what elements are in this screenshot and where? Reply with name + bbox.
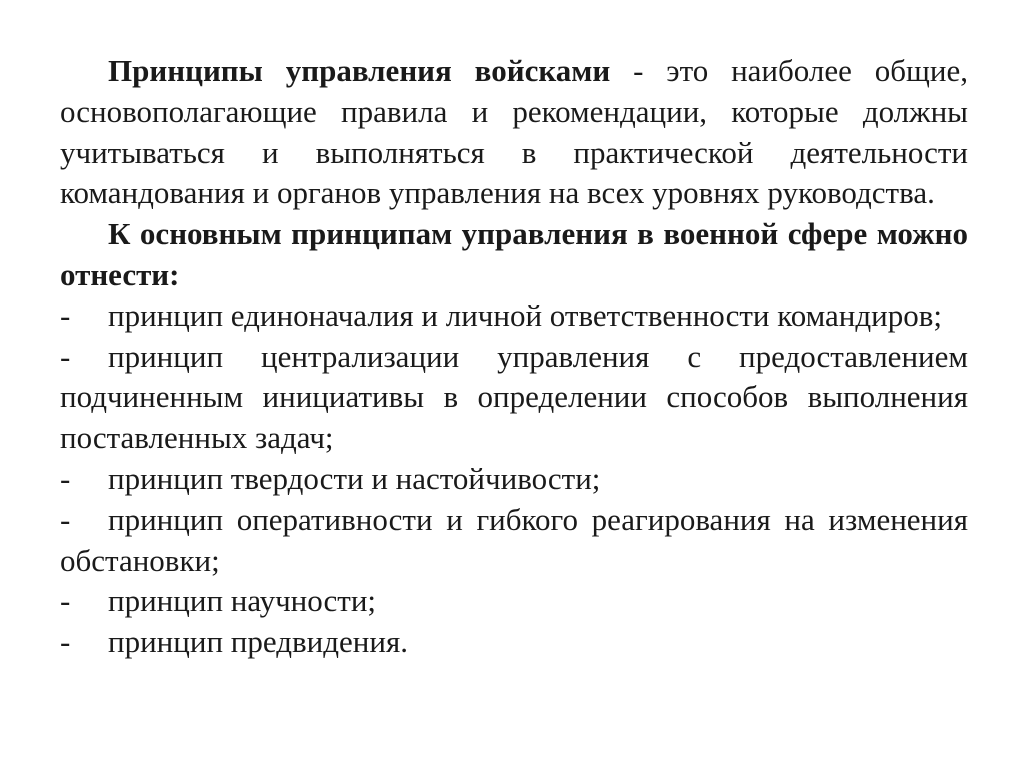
list-bullet: - bbox=[60, 501, 71, 537]
list-bullet: - bbox=[60, 583, 71, 619]
list-item-text: принцип единоначалия и личной ответственности командиров; bbox=[108, 297, 942, 333]
list-item-text: принцип предвидения. bbox=[108, 624, 408, 660]
list-item-text: принцип централизации управления с предоставлением подчиненным инициативы в определении способов выполнения поставленных задач; bbox=[60, 338, 968, 456]
list-item bbox=[60, 459, 968, 500]
list-item-text: принцип твердости и настойчивости; bbox=[108, 460, 601, 496]
list-bullet: - bbox=[60, 338, 71, 374]
list-heading: К основным принципам управления в военной сфере можно отнести: bbox=[60, 216, 968, 292]
principles-list bbox=[60, 296, 968, 663]
list-item-text: принцип научности; bbox=[108, 583, 377, 619]
definition-term: Принципы управления войсками bbox=[108, 53, 611, 88]
definition-text: - это наиболее общие, основополагающие правила и рекомендации, которые должны учитываться и выполняться в практической деятельности командования и органов управления на всех уровнях руководства. bbox=[60, 53, 968, 211]
definition-paragraph bbox=[60, 51, 968, 214]
list-item bbox=[60, 581, 968, 622]
list-item bbox=[60, 337, 968, 459]
list-bullet: - bbox=[60, 624, 71, 660]
list-item-text: принцип оперативности и гибкого реагирования на изменения обстановки; bbox=[60, 501, 968, 578]
list-item bbox=[60, 296, 968, 337]
list-item bbox=[60, 622, 968, 663]
list-item bbox=[60, 500, 968, 582]
slide-content bbox=[60, 51, 968, 663]
list-bullet: - bbox=[60, 297, 71, 333]
list-bullet: - bbox=[60, 460, 71, 496]
